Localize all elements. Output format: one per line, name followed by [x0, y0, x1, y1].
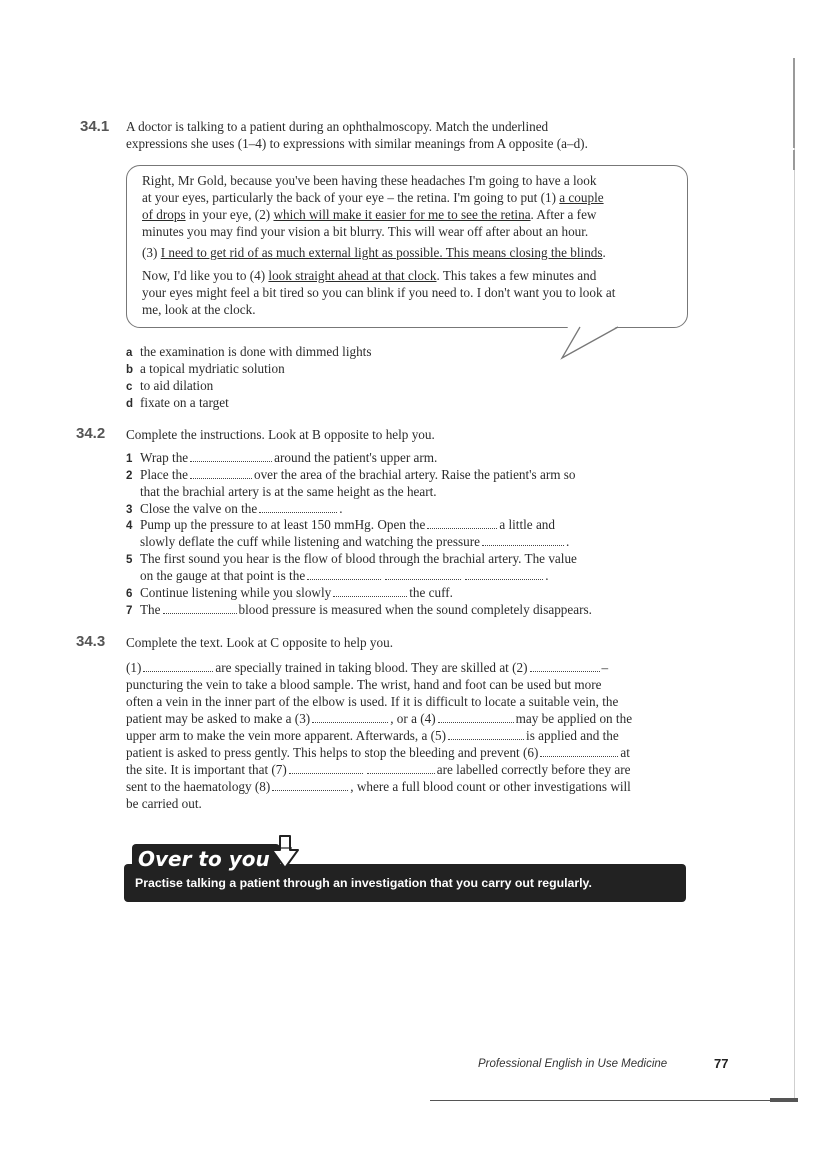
over-to-you-text: Practise talking a patient through an investigation that you carry out regularly.: [135, 876, 592, 890]
instruction-item: on the gauge at that point is the .: [140, 568, 549, 583]
exercise-number-34-2: 34.2: [76, 425, 106, 442]
pointing-hand-icon: [266, 834, 304, 872]
page-edge-mark: [793, 150, 795, 170]
page-number: 77: [714, 1056, 729, 1071]
exercise-number-34-3: 34.3: [76, 633, 106, 650]
dialogue-line: your eyes might feel a bit tired so you can blink if you need to. I don't want you to look at: [142, 285, 616, 300]
answer-blank[interactable]: [530, 661, 600, 672]
instruction-item: 2 Place the over the area of the brachial artery. Raise the patient's arm so: [126, 467, 576, 482]
exercise-instruction: A doctor is talking to a patient during an ophthalmoscopy. Match the underlined: [126, 119, 549, 134]
underlined-expression-3: I need to get rid of as much external light as possible. This means closing the blinds: [160, 245, 603, 260]
text-line: upper arm to make the vein more apparent. Afterwards, a (5) is applied and the: [126, 728, 619, 743]
answer-blank[interactable]: [259, 502, 337, 513]
dialogue-line: (3) I need to get rid of as much external light as possible. This means closing the blinds.: [142, 245, 606, 260]
answer-blank[interactable]: [190, 451, 272, 462]
answer-blank[interactable]: [438, 712, 514, 723]
answer-blank[interactable]: [540, 746, 618, 757]
dialogue-line: Now, I'd like you to (4) look straight ahead at that clock. This takes a few minutes and: [142, 268, 597, 283]
option-b: b a topical mydriatic solution: [126, 361, 285, 376]
instruction-item: 4 Pump up the pressure to at least 150 mmHg. Open the a little and: [126, 517, 555, 532]
answer-blank[interactable]: [427, 518, 497, 529]
dialogue-line: me, look at the clock.: [142, 302, 256, 317]
option-d: d fixate on a target: [126, 395, 229, 410]
text-line: patient is asked to press gently. This helps to stop the bleeding and prevent (6) at: [126, 745, 630, 760]
footer-rule: [430, 1100, 796, 1101]
exercise-number-34-1: 34.1: [80, 118, 110, 135]
answer-blank[interactable]: [465, 569, 543, 580]
footer-rule: [770, 1098, 798, 1102]
dialogue-line: of drops in your eye, (2) which will make it easier for me to see the retina. After a few: [142, 207, 597, 222]
instruction-item: 5 The first sound you hear is the flow of blood through the brachial artery. The value: [126, 551, 577, 566]
exercise-instruction: Complete the text. Look at C opposite to help you.: [126, 635, 394, 650]
instruction-item: 7 The blood pressure is measured when the sound completely disappears.: [126, 602, 592, 617]
answer-blank[interactable]: [312, 712, 388, 723]
instruction-item: that the brachial artery is at the same height as the heart.: [140, 484, 437, 499]
dialogue-line: minutes you may find your vision a bit blurry. This will wear off after about an hour.: [142, 224, 589, 239]
underlined-expression-1: of drops: [142, 207, 186, 222]
exercise-instruction: expressions she uses (1–4) to expressions with similar meanings from A opposite (a–d).: [126, 136, 588, 151]
dialogue-line: Right, Mr Gold, because you've been having these headaches I'm going to have a look: [142, 173, 597, 188]
instruction-item: 1 Wrap the around the patient's upper arm.: [126, 450, 438, 465]
answer-blank[interactable]: [333, 586, 407, 597]
answer-blank[interactable]: [289, 763, 363, 774]
underlined-expression-4: look straight ahead at that clock: [268, 268, 437, 283]
text-line: (1) are specially trained in taking blood. They are skilled at (2) –: [126, 660, 609, 675]
book-title: Professional English in Use Medicine: [478, 1058, 668, 1070]
underlined-expression-1: a couple: [559, 190, 604, 205]
instruction-item: slowly deflate the cuff while listening and watching the pressure .: [140, 534, 570, 549]
answer-blank[interactable]: [272, 780, 348, 791]
option-a: a the examination is done with dimmed lights: [126, 344, 372, 359]
answer-blank[interactable]: [367, 763, 435, 774]
text-line: sent to the haematology (8) , where a full blood count or other investigations will: [126, 779, 631, 794]
text-line: the site. It is important that (7) are labelled correctly before they are: [126, 762, 631, 777]
text-line: puncturing the vein to take a blood sample. The wrist, hand and foot can be used but more: [126, 677, 602, 692]
answer-blank[interactable]: [190, 468, 252, 479]
option-c: c to aid dilation: [126, 378, 214, 393]
dialogue-line: at your eyes, particularly the back of your eye – the retina. I'm going to put (1) a couple: [142, 190, 604, 205]
page-edge-mark: [793, 58, 795, 148]
answer-blank[interactable]: [307, 569, 381, 580]
answer-blank[interactable]: [448, 729, 524, 740]
answer-blank[interactable]: [385, 569, 461, 580]
instruction-item: 6 Continue listening while you slowly the cuff.: [126, 585, 453, 600]
instruction-item: 3 Close the valve on the .: [126, 501, 343, 516]
answer-blank[interactable]: [482, 535, 564, 546]
text-line: often a vein in the inner part of the elbow is used. If it is difficult to locate a suitable vein, the: [126, 694, 619, 709]
over-to-you-title: Over to you: [132, 844, 280, 872]
page-edge: [794, 58, 795, 1098]
exercise-instruction: Complete the instructions. Look at B opposite to help you.: [126, 427, 435, 442]
underlined-expression-2: which will make it easier for me to see the retina: [273, 207, 531, 222]
text-line: be carried out.: [126, 796, 202, 811]
answer-blank[interactable]: [143, 661, 213, 672]
speech-bubble-tail: [560, 326, 630, 362]
answer-blank[interactable]: [163, 603, 237, 614]
text-line: patient may be asked to make a (3) , or a (4) may be applied on the: [126, 711, 633, 726]
